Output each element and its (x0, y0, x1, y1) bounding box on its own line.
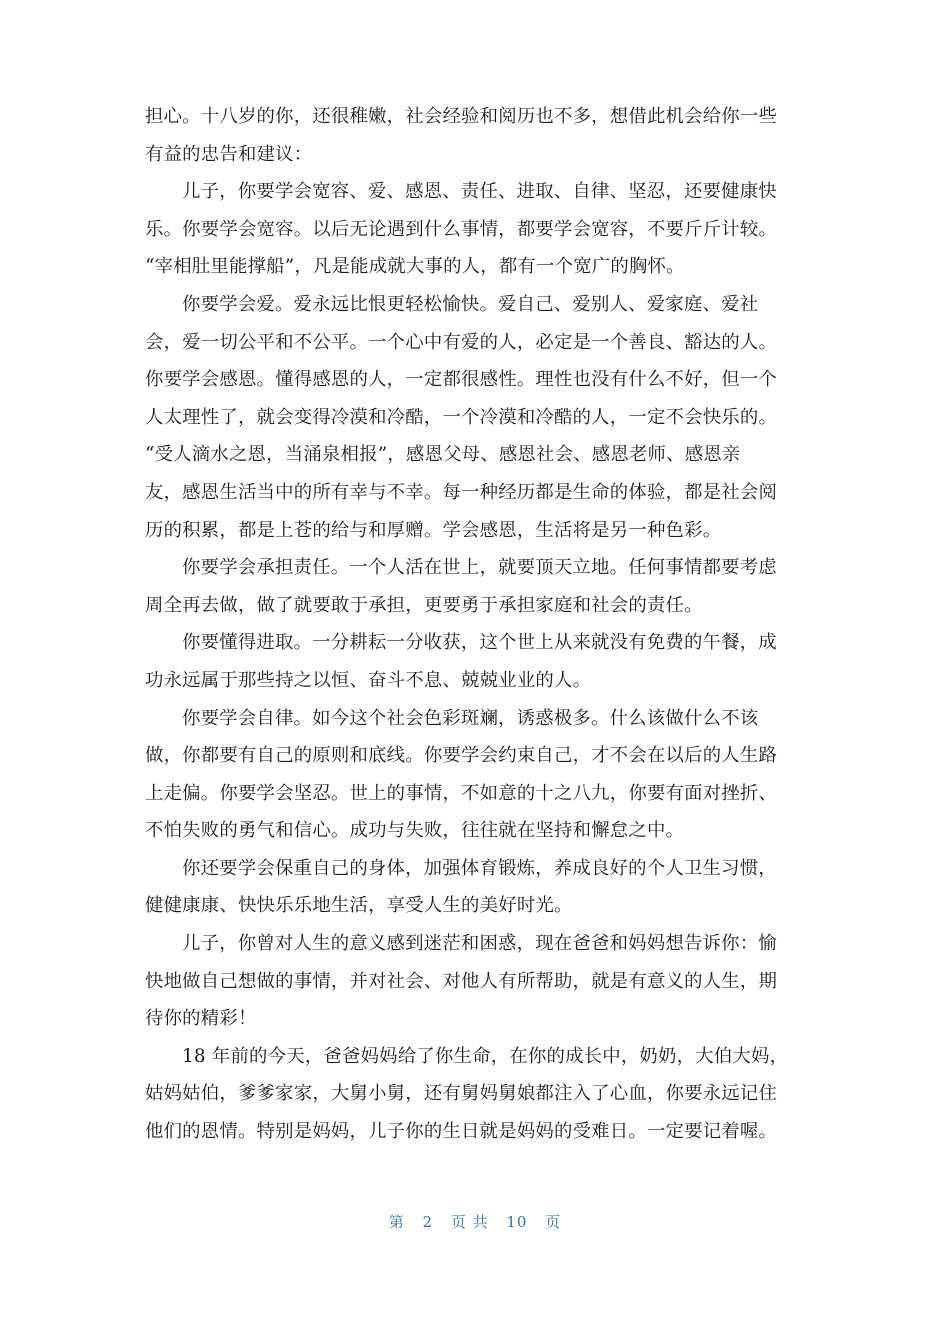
text-line: 人太理性了，就会变得冷漠和冷酷，一个冷漠和冷酷的人，一定不会快乐的。 (145, 406, 778, 428)
text-line: 你要懂得进取。一分耕耘一分收获，这个世上从来就没有免费的午餐，成 (182, 632, 777, 654)
text-line: 你要学会承担责任。一个人活在世上，就要顶天立地。任何事情都要考虑 (182, 557, 777, 579)
text-line: 你要学会自律。如今这个社会色彩斑斓，诱惑极多。什么该做什么不该 (182, 707, 759, 729)
text-line: 你要学会感恩。懂得感恩的人，一定都很感性。理性也没有什么不好，但一个 (145, 369, 778, 391)
text-line: 快地做自己想做的事情，并对社会、对他人有所帮助，就是有意义的人生，期 (145, 970, 778, 992)
text-line: 有益的忠告和建议： (145, 143, 313, 165)
footer-middle: 页 共 (450, 1213, 489, 1231)
text-line: 担心。十八岁的你，还很稚嫩，社会经验和阅历也不多，想借此机会给你一些 (145, 106, 778, 127)
text-line: 儿子，你要学会宽容、爱、感恩、责任、进取、自律、坚忍，还要健康快 (182, 181, 777, 203)
text-line: 儿子，你曾对人生的意义感到迷茫和困惑，现在爸爸和妈妈想告诉你：愉 (182, 933, 777, 955)
text-line: 姑妈姑伯，爹爹家家，大舅小舅，还有舅妈舅娘都注入了心血，你要永远记住 (145, 1083, 778, 1105)
footer-prefix: 第 (388, 1213, 405, 1231)
text-line: “宰相肚里能撑船”，凡是能成就大事的人，都有一个宽广的胸怀。 (145, 256, 685, 278)
text-line: 健健康康、快快乐乐地生活，享受人生的美好时光。 (145, 895, 573, 917)
text-line: 历的积累，都是上苍的给与和厚赠。学会感恩，生活将是另一种色彩。 (145, 519, 722, 541)
text-line: 会，爱一切公平和不公平。一个心中有爱的人，必定是一个善良、豁达的人。 (145, 331, 778, 353)
page-footer (0, 1211, 950, 1232)
text-line: 待你的精彩！ (145, 1008, 257, 1030)
footer-total-pages: 10 (506, 1213, 528, 1231)
text-line: 18 年前的今天，爸爸妈妈给了你生命，在你的成长中，奶奶，大伯大妈， (182, 1045, 789, 1067)
text-line: 功永远属于那些持之以恒、奋斗不息、兢兢业业的人。 (145, 669, 592, 691)
footer-suffix: 页 (545, 1213, 562, 1231)
text-line: 上走偏。你要学会坚忍。世上的事情，不如意的十之八九，你要有面对挫折、 (145, 782, 778, 804)
text-line: 你还要学会保重自己的身体，加强体育锻炼，养成良好的个人卫生习惯， (182, 857, 777, 879)
text-line: 乐。你要学会宽容。以后无论遇到什么事情，都要学会宽容，不要斤斤计较。 (145, 218, 778, 240)
footer-page-number: 2 (422, 1213, 434, 1231)
text-line: 做，你都要有自己的原则和底线。你要学会约束自己，才不会在以后的人生路 (145, 745, 778, 767)
document-body (145, 98, 797, 1151)
text-line: 周全再去做，做了就要敢于承担，更要勇于承担家庭和社会的责任。 (145, 594, 703, 616)
text-line: 你要学会爱。爱永远比恨更轻松愉快。爱自己、爱别人、爱家庭、爱社 (182, 293, 759, 315)
text-line: 他们的恩情。特别是妈妈，儿子你的生日就是妈妈的受难日。一定要记着喔。 (145, 1121, 778, 1143)
text-line: “受人滴水之恩，当涌泉相报”，感恩父母、感恩社会、感恩老师、感恩亲 (145, 444, 741, 466)
text-line: 友，感恩生活当中的所有幸与不幸。每一种经历都是生命的体验，都是社会阅 (145, 481, 778, 503)
text-line: 不怕失败的勇气和信心。成功与失败，往往就在坚持和懈怠之中。 (145, 820, 685, 842)
